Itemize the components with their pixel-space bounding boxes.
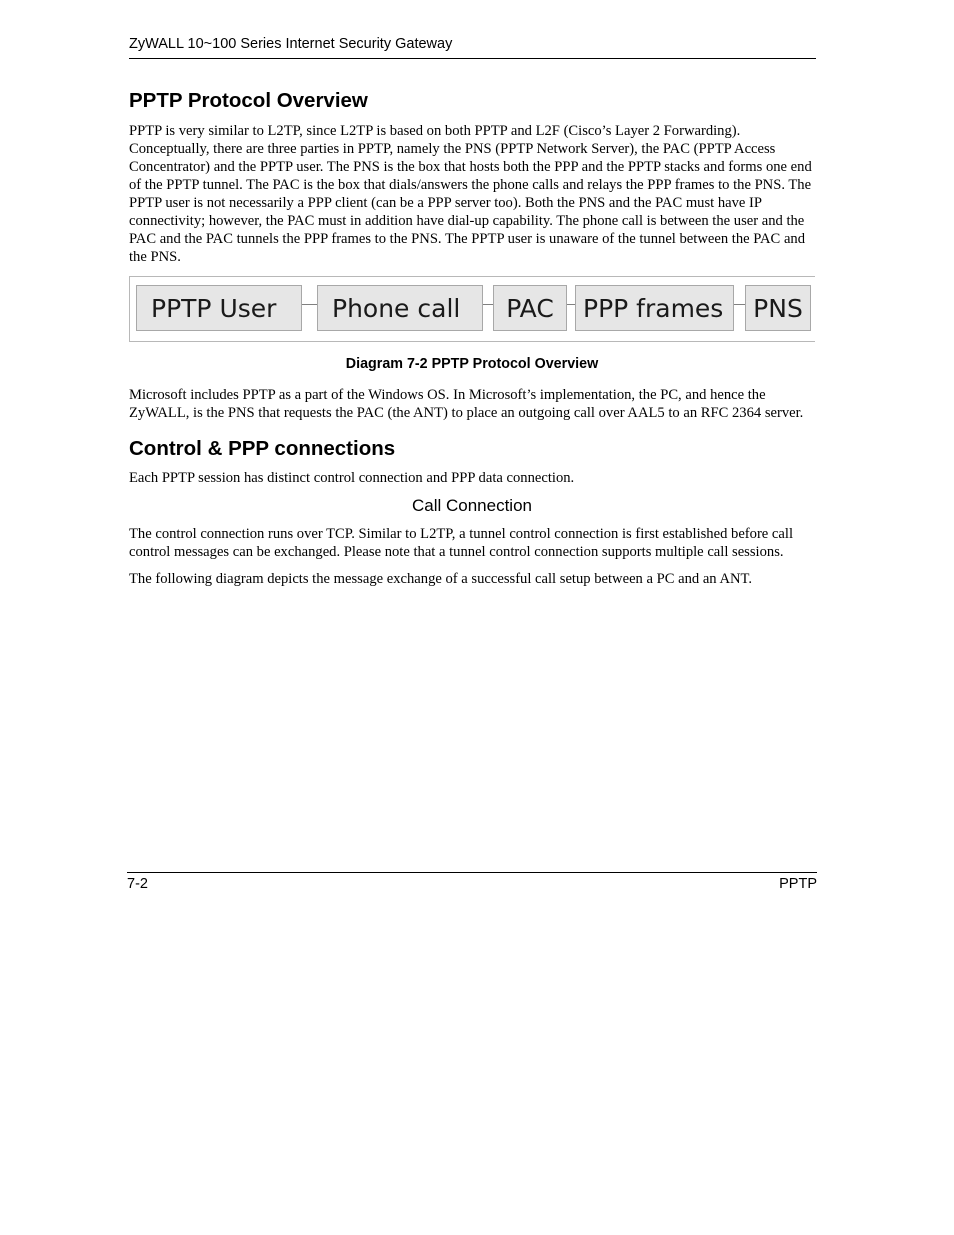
diagram-box-pns: PNS	[745, 285, 811, 331]
paragraph-diagram-intro: The following diagram depicts the message exchange of a successful call setup between a PC and an ANT.	[129, 571, 753, 588]
diagram-caption: Diagram 7-2 PPTP Protocol Overview	[345, 355, 599, 372]
section-heading-pptp-overview: PPTP Protocol Overview	[129, 89, 368, 112]
diagram-connector	[567, 304, 575, 305]
paragraph-microsoft-pptp: Microsoft includes PPTP as a part of the Windows OS. In Microsoft’s implementation, the PC, and hence the ZyWALL, is the PNS that requests the PAC (the ANT) to place an outgoing call over AAL5 to an RFC 2364 server.	[129, 386, 804, 421]
paragraph-pptp-overview: PPTP is very similar to L2TP, since L2TP is based on both PPTP and L2F (Cisco’s Layer 2 Forwarding). Conceptually, there are three parties in PPTP, namely the PNS (PPTP Network Server), the PAC (PPTP Access Concentrator) and the PPTP user. The PNS is the box that hosts both the PPP and the PPTP stacks and forms one end of the PPTP tunnel. The PAC is the box that dials/answers the phone calls and relays the PPP frames to the PNS. The PPTP user is not necessarily a PPP client (can be a PPP server too). Both the PNS and the PAC must have IP connectivity; however, the PAC must in addition have dial-up capability. The phone call is between the user and the PAC and the PAC tunnels the PPP frames to the PNS. The PPTP user is unaware of the tunnel between the PAC and the PNS.	[129, 122, 812, 265]
diagram-box-phone-call: Phone call	[317, 285, 483, 331]
footer-chapter: PPTP	[779, 876, 817, 892]
diagram-connector	[302, 304, 317, 305]
diagram-connector	[483, 304, 493, 305]
diagram-box-pptp-user: PPTP User	[136, 285, 302, 331]
diagram-box-pac: PAC	[493, 285, 567, 331]
page-footer	[127, 872, 817, 892]
page-content	[129, 88, 815, 597]
paragraph-control-connection: The control connection runs over TCP. Similar to L2TP, a tunnel control connection is first established before call control messages can be exchanged. Please note that a tunnel control connection supports multiple call sessions.	[129, 526, 793, 561]
pptp-overview-diagram	[129, 276, 815, 342]
section-heading-control-ppp: Control & PPP connections	[129, 436, 396, 460]
paragraph-pptp-session: Each PPTP session has distinct control connection and PPP data connection.	[129, 470, 575, 487]
header-title: ZyWALL 10~100 Series Internet Security Gateway	[129, 36, 453, 52]
diagram-box-ppp-frames: PPP frames	[575, 285, 734, 331]
page-header	[129, 36, 816, 59]
footer-page-number: 7-2	[127, 876, 148, 892]
diagram-connector	[734, 304, 745, 305]
subheading-call-connection: Call Connection	[411, 496, 532, 516]
